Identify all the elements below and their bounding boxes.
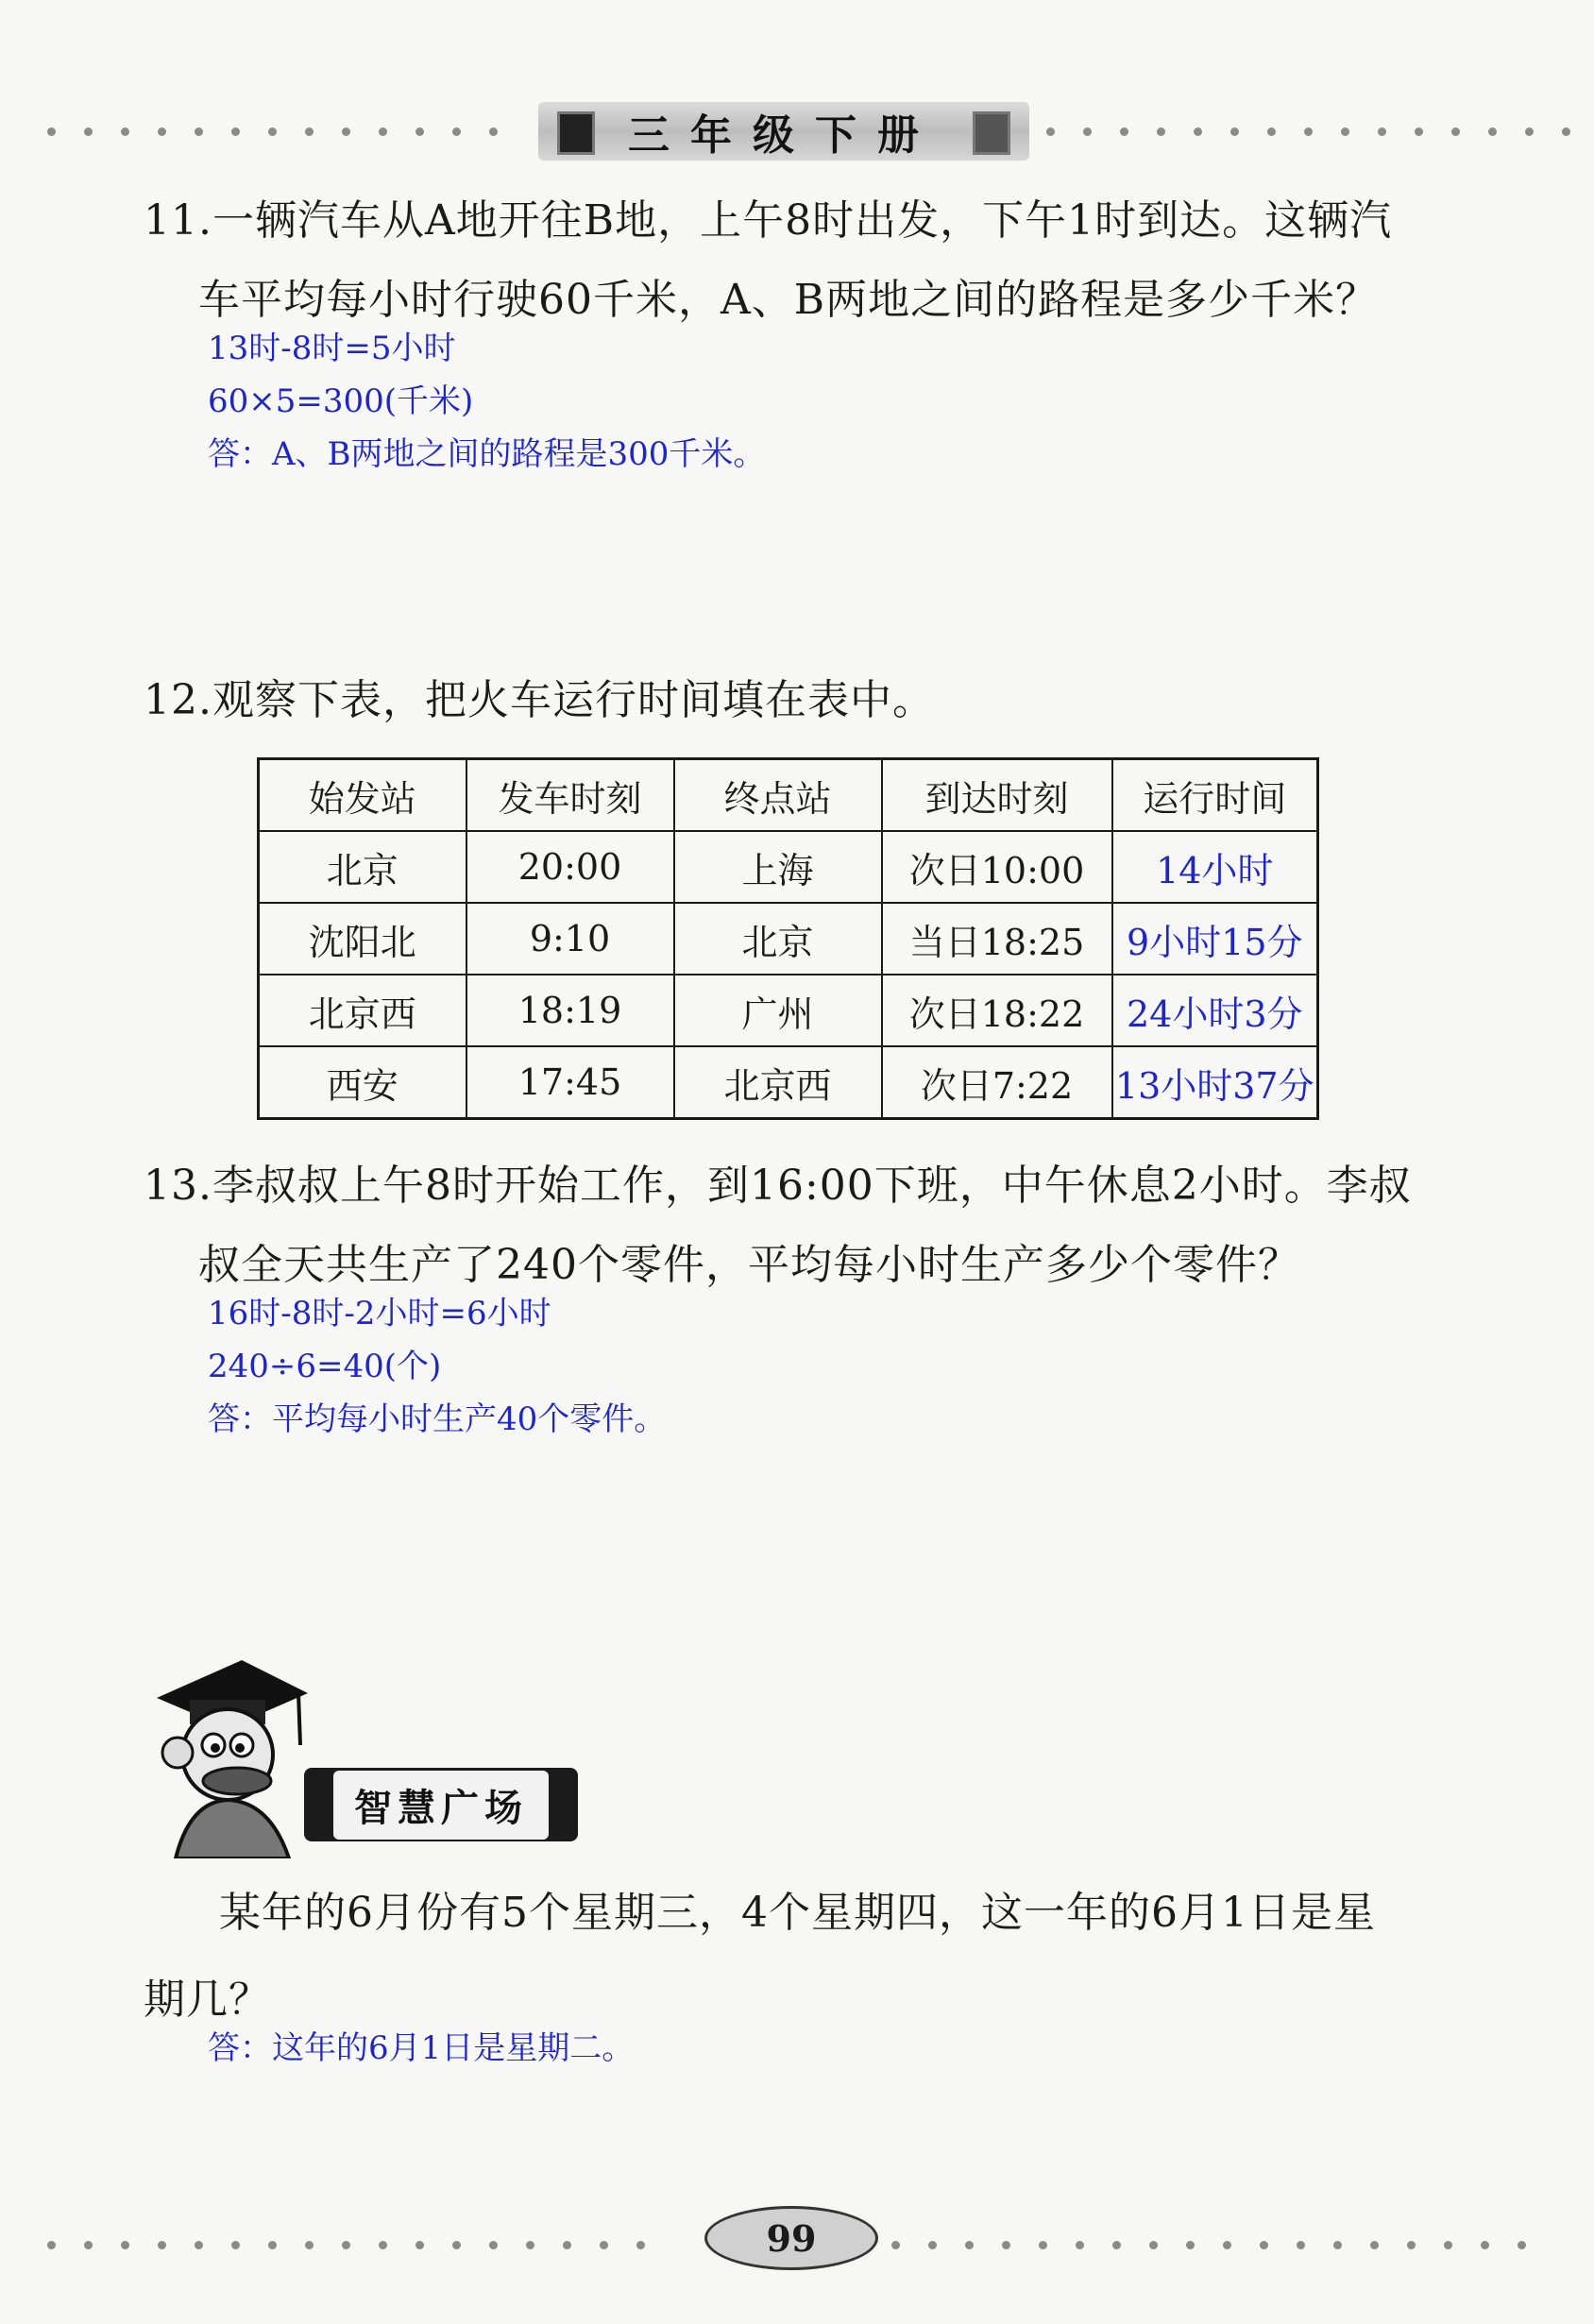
table-answer-cell: 9小时15分 [1112, 903, 1318, 975]
table-row [259, 1046, 1318, 1119]
table-cell: 17:45 [466, 1046, 674, 1119]
q13-answer-1: 16时-8时-2小时=6小时 [208, 1295, 551, 1332]
table-cell: 北京 [259, 831, 466, 903]
q11-answer-3: 答：A、B两地之间的路程是300千米。 [208, 435, 766, 473]
footer-dots-left [47, 2240, 645, 2249]
footer-dots-right [891, 2240, 1526, 2249]
table-cell: 北京西 [259, 975, 466, 1046]
table-cell: 上海 [674, 831, 882, 903]
table-header-cell: 到达时刻 [882, 759, 1112, 832]
wisdom-line2: 期几？ [144, 1976, 271, 2024]
table-cell: 次日7:22 [882, 1046, 1112, 1119]
table-header-row [259, 759, 1318, 832]
q11-answer-2: 60×5=300(千米) [208, 382, 474, 420]
q13-answer-3: 答：平均每小时生产40个零件。 [208, 1400, 667, 1438]
table-cell: 北京西 [674, 1046, 882, 1119]
table-cell: 次日10:00 [882, 831, 1112, 903]
header-banner [538, 102, 1029, 161]
table-answer-cell: 14小时 [1112, 831, 1318, 903]
header-dots-left [47, 127, 498, 136]
q12-prompt [144, 676, 935, 724]
wisdom-section-title: 智慧广场 [333, 1771, 549, 1840]
q12-prompt-text: 12.观察下表，把火车运行时间填在表中。 [144, 676, 935, 724]
table-cell: 沈阳北 [259, 903, 466, 975]
q11-line2: 车平均每小时行驶60千米，A、B两地之间的路程是多少千米？ [198, 276, 1379, 324]
table-row [259, 831, 1318, 903]
table-cell: 9:10 [466, 903, 674, 975]
table-header-cell: 始发站 [259, 759, 466, 832]
q11-answer-1: 13时-8时=5小时 [208, 330, 456, 367]
table-answer-cell: 24小时3分 [1112, 975, 1318, 1046]
train-schedule-table [257, 757, 1319, 1120]
wisdom-answer: 答：这年的6月1日是星期二。 [208, 2029, 635, 2067]
q13-line1: 13.李叔叔上午8时开始工作，到16:00下班，中午休息2小时。李叔 [144, 1162, 1412, 1210]
table-cell: 次日18:22 [882, 975, 1112, 1046]
table-cell: 当日18:25 [882, 903, 1112, 975]
q11-line1: 11.一辆汽车从A地开往B地，上午8时出发，下午1时到达。这辆汽 [144, 196, 1393, 245]
book-icon [973, 111, 1010, 155]
wisdom-line1: 某年的6月份有5个星期三，4个星期四，这一年的6月1日是星 [219, 1889, 1376, 1937]
page-number: 99 [704, 2206, 878, 2270]
table-cell: 18:19 [466, 975, 674, 1046]
table-cell: 西安 [259, 1046, 466, 1119]
graduate-duck-mascot-icon [138, 1641, 317, 1858]
table-cell: 北京 [674, 903, 882, 975]
table-row [259, 903, 1318, 975]
header-dots-right [1046, 127, 1570, 136]
table-cell: 20:00 [466, 831, 674, 903]
table-header-cell: 运行时间 [1112, 759, 1318, 832]
table-row [259, 975, 1318, 1046]
page-header-title: 三年级下册 [628, 111, 940, 160]
q13-answer-2: 240÷6=40(个) [208, 1348, 442, 1385]
book-icon [557, 111, 595, 155]
table-answer-cell: 13小时37分 [1112, 1046, 1318, 1119]
table-header-cell: 终点站 [674, 759, 882, 832]
table-header-cell: 发车时刻 [466, 759, 674, 832]
table-cell: 广州 [674, 975, 882, 1046]
q13-line2: 叔全天共生产了240个零件，平均每小时生产多少个零件？ [198, 1241, 1300, 1289]
wisdom-section-badge [304, 1768, 578, 1841]
